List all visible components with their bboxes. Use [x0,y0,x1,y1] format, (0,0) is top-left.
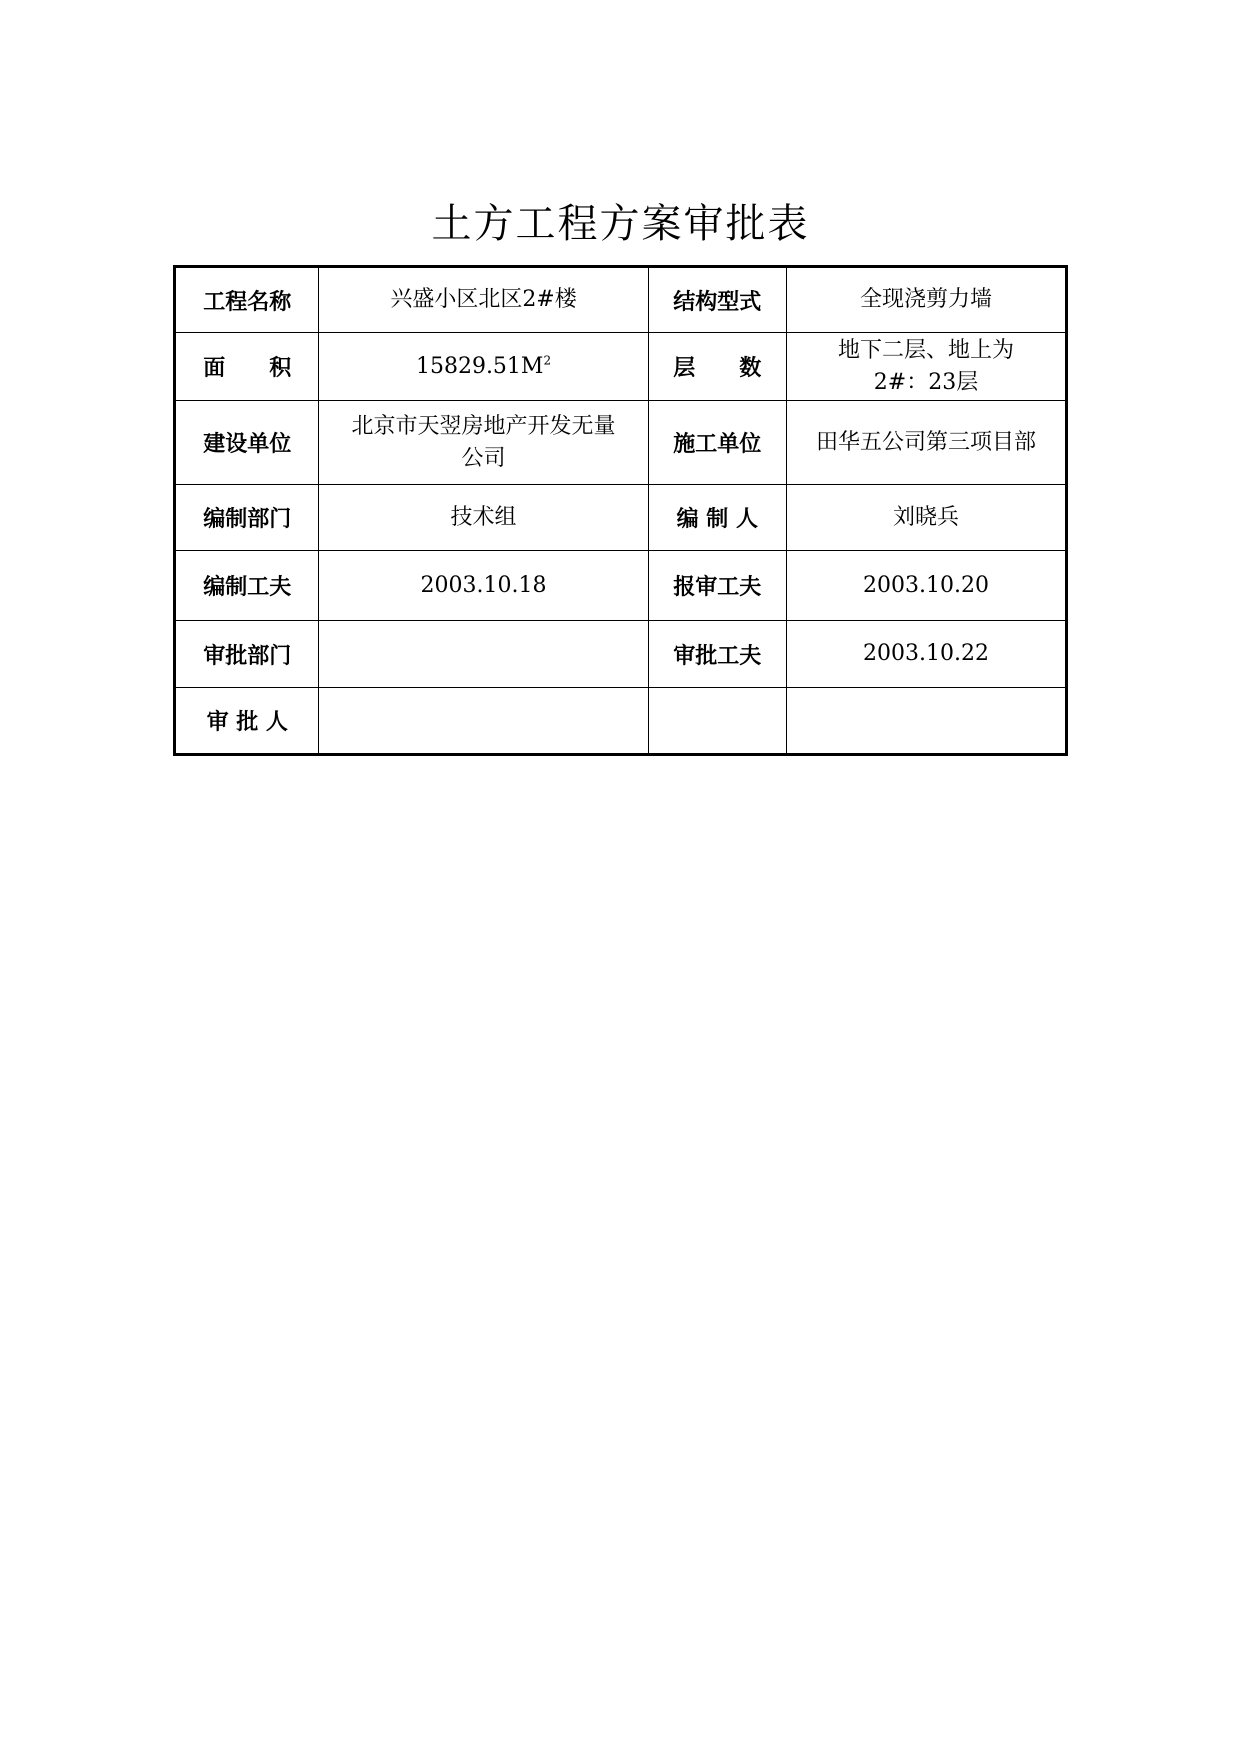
table-row [175,401,1067,485]
floors-value [787,333,1067,401]
table-row [175,267,1067,333]
area-label: 面 积 [175,333,319,401]
approval-date-value: 2003.10.22 [787,621,1067,688]
table-row [175,485,1067,551]
empty-value-cell [787,688,1067,755]
structure-type-label: 结构型式 [648,267,786,333]
approving-dept-label: 审批部门 [175,621,319,688]
structure-type-value: 全现浇剪力墙 [787,267,1067,333]
prepared-date-label: 编制工夫 [175,551,319,621]
preparer-value: 刘晓兵 [787,485,1067,551]
floors-value-line1: 地下二层、地上为 [838,337,1015,363]
developer-value [319,401,648,485]
empty-label-cell [648,688,786,755]
page-title: 土方工程方案审批表 [431,201,810,247]
area-value [319,333,648,401]
developer-value-line2: 公司 [461,445,506,471]
approval-date-label: 审批工夫 [648,621,786,688]
table-row [175,621,1067,688]
submitted-date-label: 报审工夫 [648,551,786,621]
area-exponent: 2 [543,353,552,368]
prepared-date-value: 2003.10.18 [319,551,648,621]
floors-value-line2: 2#：23层 [873,369,979,395]
table-row [175,551,1067,621]
developer-label: 建设单位 [175,401,319,485]
submitted-date-value: 2003.10.20 [787,551,1067,621]
approver-label: 审 批 人 [175,688,319,755]
floors-label: 层 数 [648,333,786,401]
contractor-value: 田华五公司第三项目部 [787,401,1067,485]
preparing-dept-value: 技术组 [319,485,648,551]
developer-value-line1: 北京市天翌房地产开发无量 [351,413,616,439]
table-row [175,333,1067,401]
table-row [175,688,1067,755]
approval-form-table [173,265,1068,756]
preparing-dept-label: 编制部门 [175,485,319,551]
approver-value [319,688,648,755]
area-number: 15829.51M [415,353,544,379]
contractor-label: 施工单位 [648,401,786,485]
approving-dept-value [319,621,648,688]
project-name-value: 兴盛小区北区2#楼 [319,267,648,333]
project-name-label: 工程名称 [175,267,319,333]
preparer-label: 编 制 人 [648,485,786,551]
